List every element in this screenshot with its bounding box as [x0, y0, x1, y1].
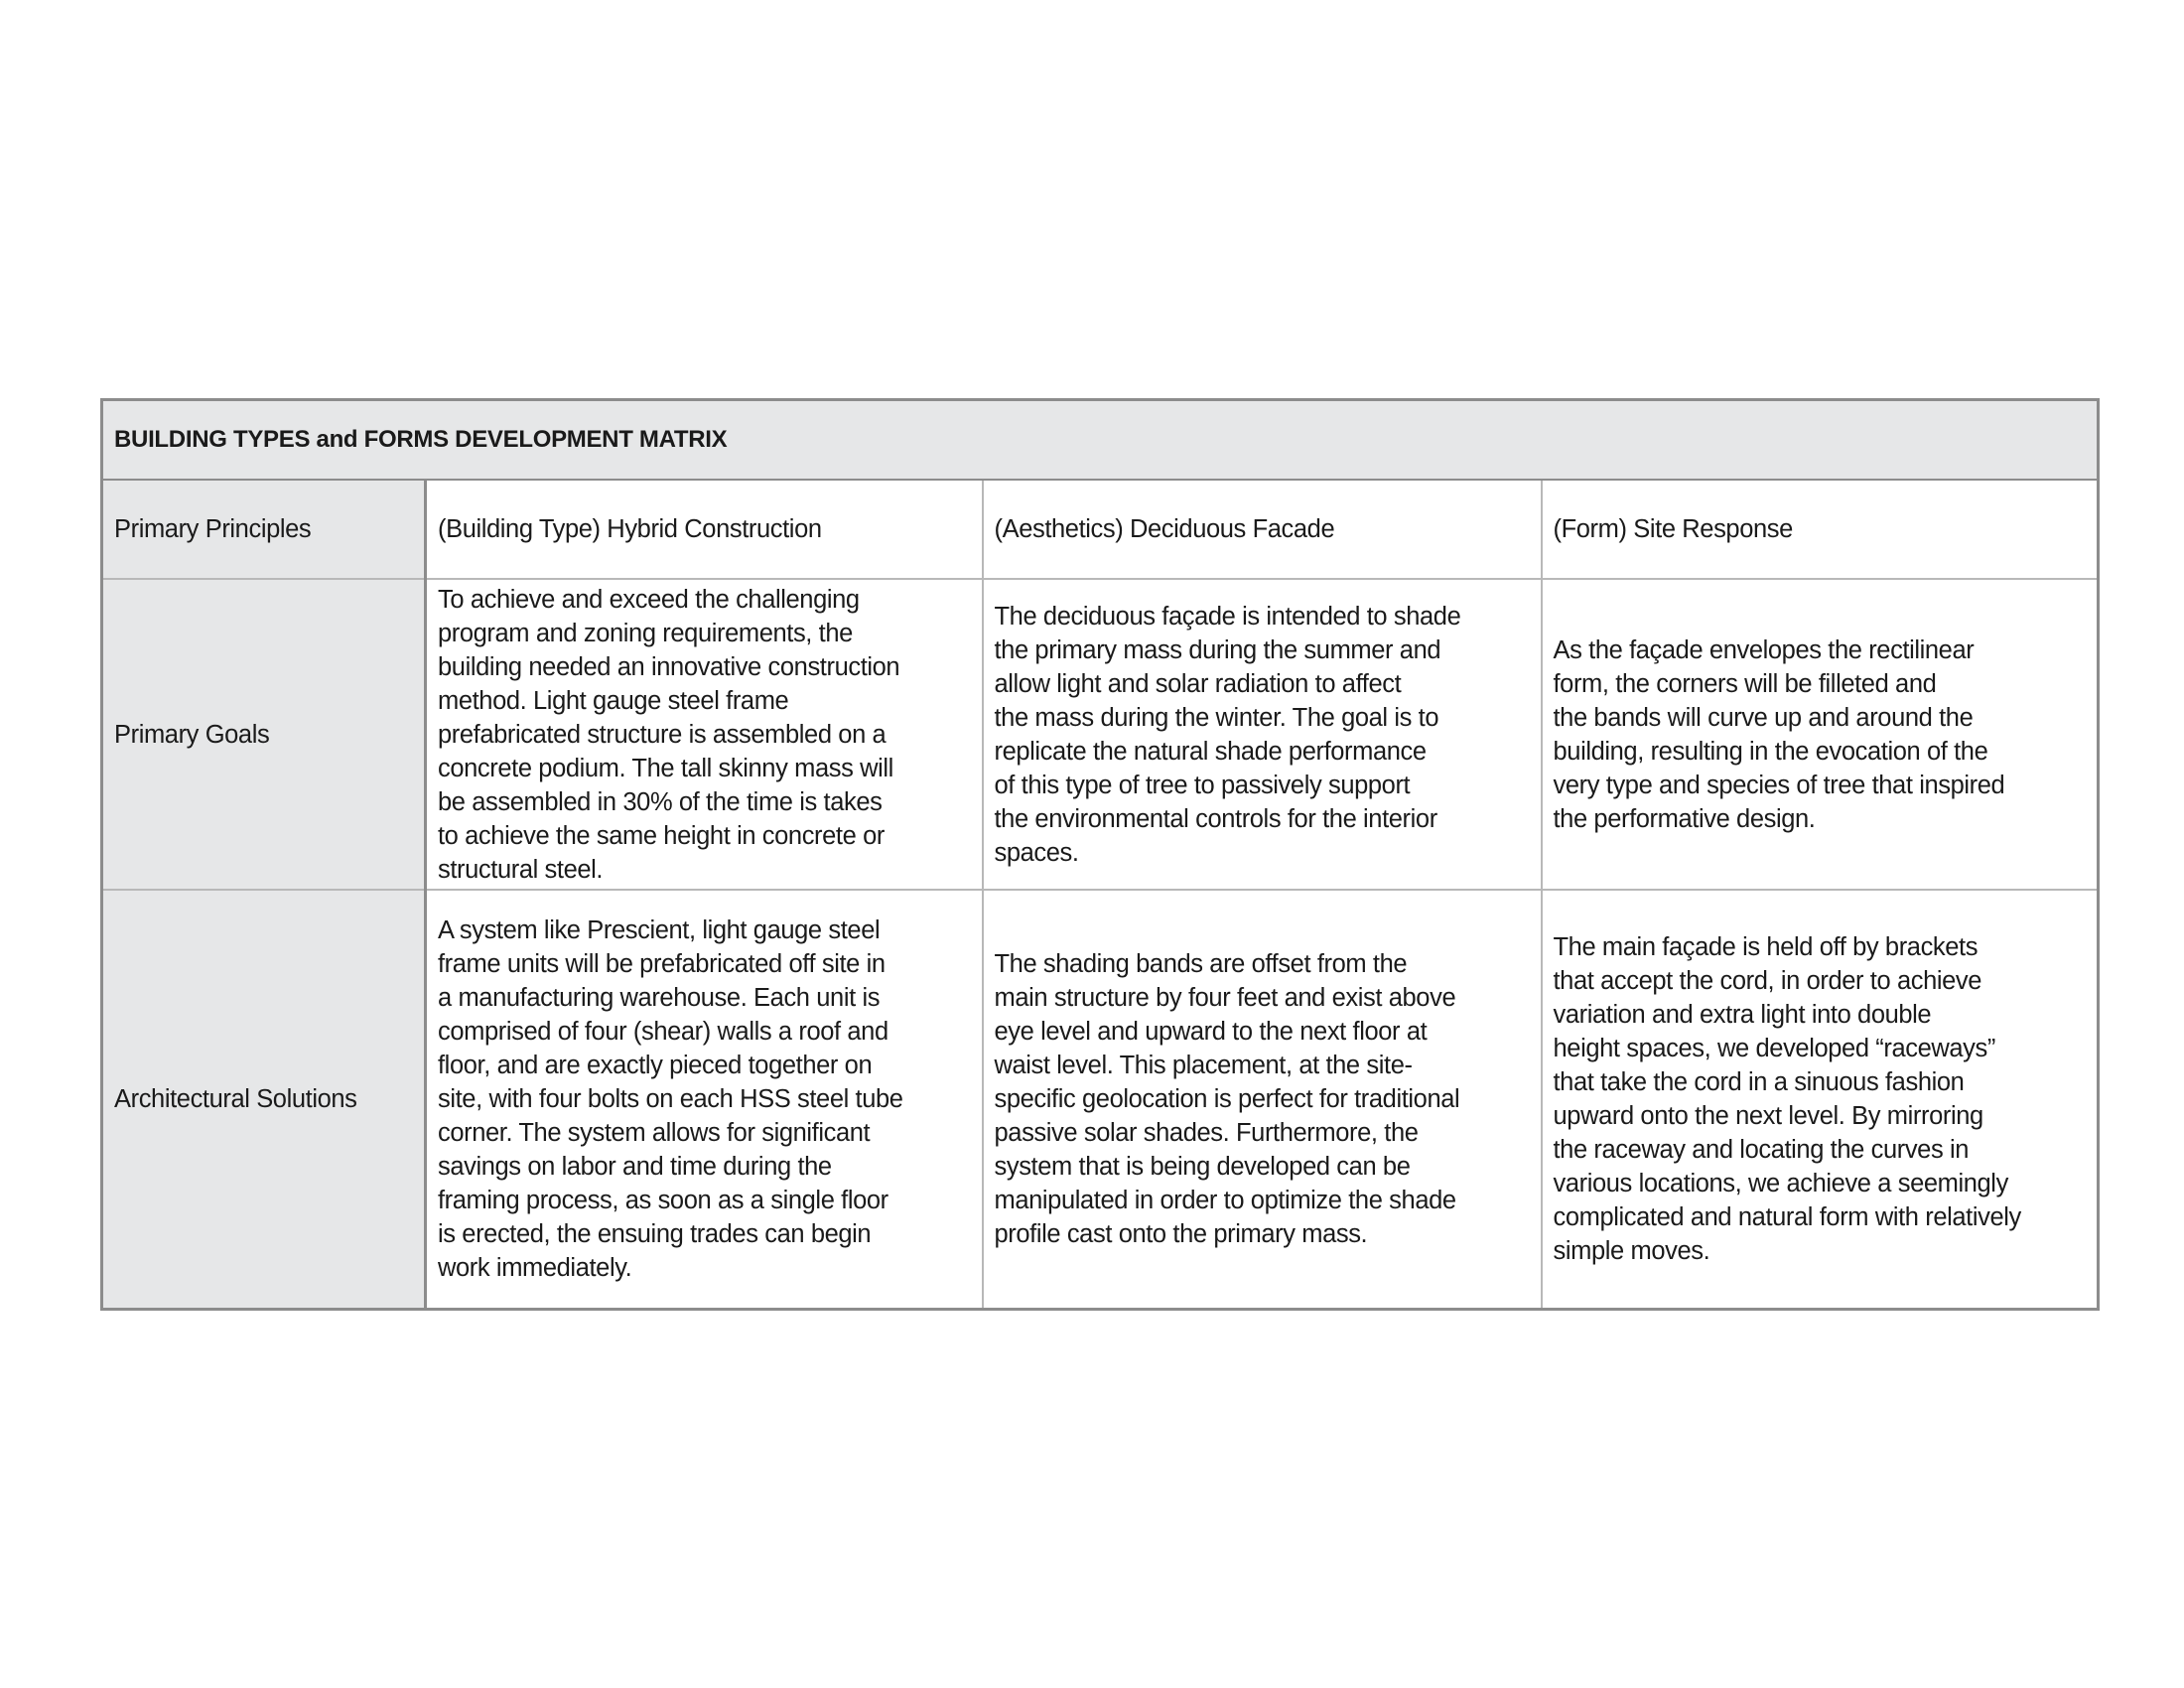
- development-matrix-table: [100, 398, 2100, 1311]
- row-label: Primary Goals: [102, 579, 426, 890]
- table-title: BUILDING TYPES and FORMS DEVELOPMENT MATRIX: [102, 400, 2099, 481]
- row-label: Architectural Solutions: [102, 890, 426, 1310]
- table-cell: (Aesthetics) Deciduous Facade: [983, 480, 1542, 579]
- row-label: Primary Principles: [102, 480, 426, 579]
- table-row: [102, 890, 2099, 1310]
- table-title-row: [102, 400, 2099, 481]
- table-cell: (Form) Site Response: [1542, 480, 2099, 579]
- table-cell: A system like Prescient, light gauge steel frame units will be prefabricated off site in a manufacturing warehouse. Each unit is comprised of four (shear) walls a roof and floor, and are exactly pieced together on site, with four bolts on each HSS steel tube corner. The system allows for significant savings on labor and time during the framing process, as soon as a single floor is erected, the ensuing trades can begin work immediately.: [426, 890, 983, 1310]
- table-cell: (Building Type) Hybrid Construction: [426, 480, 983, 579]
- table-cell: As the façade envelopes the rectilinear form, the corners will be filleted and the bands will curve up and around the building, resulting in the evocation of the very type and species of tree that inspired the performative design.: [1542, 579, 2099, 890]
- table-row: [102, 480, 2099, 579]
- table-row: [102, 579, 2099, 890]
- table-cell: The main façade is held off by brackets that accept the cord, in order to achieve variation and extra light into double height spaces, we developed “raceways” that take the cord in a sinuous fashion upward onto the next level. By mirroring the raceway and locating the curves in various locations, we achieve a seemingly complicated and natural form with relatively simple moves.: [1542, 890, 2099, 1310]
- table-cell: The deciduous façade is intended to shade the primary mass during the summer and allow light and solar radiation to affect the mass during the winter. The goal is to replicate the natural shade performance of this type of tree to passively support the environmental controls for the interior spaces.: [983, 579, 1542, 890]
- table-cell: The shading bands are offset from the main structure by four feet and exist above eye level and upward to the next floor at waist level. This placement, at the site- specific geolocation is perfect for traditional passive solar shades. Furthermore, the system that is being developed can be manipulated in order to optimize the shade profile cast onto the primary mass.: [983, 890, 1542, 1310]
- table-cell: To achieve and exceed the challenging program and zoning requirements, the building needed an innovative construction method. Light gauge steel frame prefabricated structure is assembled on a concrete podium. The tall skinny mass will be assembled in 30% of the time is takes to achieve the same height in concrete or structural steel.: [426, 579, 983, 890]
